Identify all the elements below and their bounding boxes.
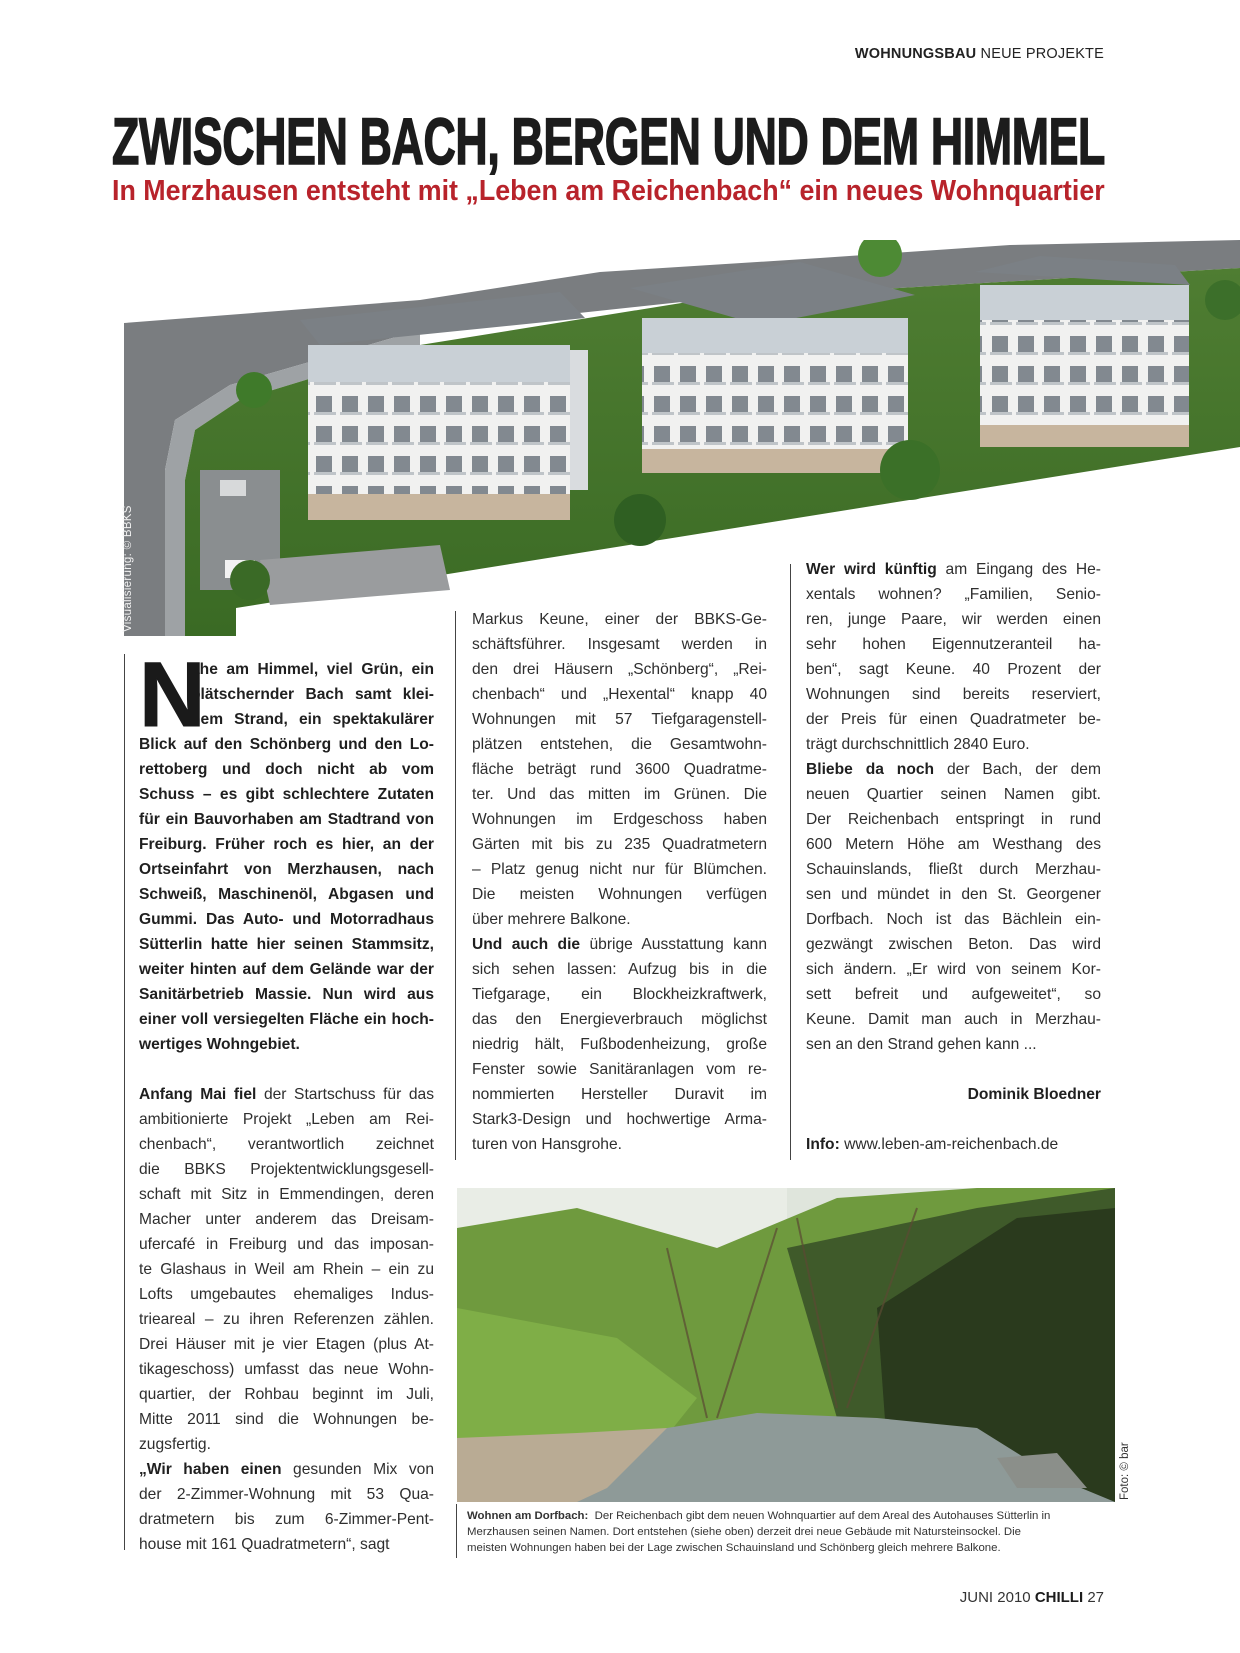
caption-lead: Wohnen am Dorfbach: — [467, 1510, 589, 1522]
paragraph — [472, 607, 767, 932]
text-line — [139, 1507, 434, 1532]
article-column-3 — [806, 557, 1101, 1157]
text-line — [139, 1257, 434, 1282]
line-text: Markus Keune, einer der BBKS-Ge- — [472, 611, 767, 628]
line-text: sen und mündet in den St. Georgener — [806, 886, 1101, 903]
text-line — [806, 957, 1101, 982]
text-line — [139, 1357, 434, 1382]
text-line — [806, 782, 1101, 807]
spacer — [806, 1107, 1101, 1132]
stream-photo — [457, 1188, 1115, 1502]
text-line — [139, 982, 434, 1007]
paragraph-lead-in: Wer wird künftig — [806, 561, 937, 578]
line-text: sehr hohen Eigennutzeranteil ha- — [806, 636, 1101, 653]
line-text: Lofts umgebautes ehemaliges Indus- — [139, 1286, 434, 1303]
line-text: – Platz genug nicht nur für Blümchen. — [472, 861, 767, 878]
photo-credit: Foto: © bar — [1119, 1442, 1131, 1500]
magazine-name: CHILLI — [1034, 1589, 1084, 1606]
line-text: ben“, sagt Keune. 40 Prozent der — [806, 661, 1101, 678]
text-line — [472, 957, 767, 982]
article-column-1 — [139, 644, 435, 1557]
text-line — [139, 782, 434, 807]
text-line — [139, 882, 434, 907]
line-text: Fenster sowie Sanitäranlagen vom re- — [472, 1061, 767, 1078]
line-text: nem Strand, ein spektakulärer — [191, 711, 434, 728]
section-label: WOHNUNGSBAU — [854, 46, 977, 62]
text-line — [806, 632, 1101, 657]
text-line — [472, 832, 767, 857]
line-text: ter. Und das mitten im Grünen. Die — [472, 786, 767, 803]
text-line — [806, 832, 1101, 857]
text-line — [806, 607, 1101, 632]
line-text: quartier, der Rohbau beginnt im Juli, — [139, 1386, 434, 1403]
text-line — [472, 657, 767, 682]
issue-date: JUNI 2010 — [959, 1589, 1031, 1606]
subheadline: In Merzhausen entsteht mit „Leben am Reichenbach“ ein neues Wohnquartier — [112, 175, 1105, 207]
info-label: Info: — [806, 1136, 840, 1153]
text-line — [472, 632, 767, 657]
text-line — [806, 982, 1101, 1007]
text-line — [139, 757, 434, 782]
column-rule — [124, 654, 125, 1550]
text-line — [139, 1482, 434, 1507]
column-rule — [455, 611, 456, 1160]
paragraph — [139, 644, 434, 1057]
text-line — [472, 1007, 767, 1032]
text-line — [806, 1007, 1101, 1032]
line-text: sen an den Strand gehen kann ... — [806, 1036, 1037, 1053]
text-line — [806, 807, 1101, 832]
line-text: Wohnungen mit 57 Tiefgaragenstell- — [472, 711, 767, 728]
text-line — [139, 1307, 434, 1332]
drop-cap: N — [139, 644, 206, 746]
text-line — [472, 1082, 767, 1107]
text-line — [472, 1132, 767, 1157]
text-line — [806, 707, 1101, 732]
text-line — [806, 907, 1101, 932]
text-line — [806, 857, 1101, 882]
caption-line: meisten Wohnungen haben bei der Lage zwischen Schauinsland und Schönberg gleich mehrere Balkone. — [467, 1542, 1001, 1554]
running-head — [855, 46, 1104, 62]
paragraph-lead-in: Anfang Mai fiel — [139, 1086, 257, 1103]
text-line — [139, 1007, 434, 1032]
text-line — [806, 682, 1101, 707]
hero-image-credit: Visualisierung: © BBKS — [122, 505, 134, 632]
line-text: über mehrere Balkone. — [472, 911, 631, 928]
line-text: schaft mit Sitz in Emmendingen, deren — [139, 1186, 434, 1203]
headline: ZWISCHEN BACH, BERGEN UND DEM HIMMEL — [112, 104, 1105, 178]
line-text: Dorfbach. Noch ist das Bächlein ein- — [806, 911, 1101, 928]
text-line — [139, 1157, 434, 1182]
line-text: ahe am Himmel, viel Grün, ein — [191, 661, 434, 678]
line-text: Tiefgarage, ein Blockheizkraftwerk, — [472, 986, 767, 1003]
line-text: Gärten mit bis zu 235 Quadratmetern — [472, 836, 767, 853]
line-text: einer voll versiegelten Fläche ein hoch- — [139, 1011, 434, 1028]
building-reichenbach — [630, 262, 915, 473]
article-column-2 — [472, 607, 767, 1157]
paragraph — [806, 757, 1101, 1057]
line-text: Wohnungen sind bereits reserviert, — [806, 686, 1101, 703]
text-line — [806, 1032, 1101, 1057]
line-text: neuen Quartier seinen Namen gibt. — [806, 786, 1101, 803]
line-text: chenbach“, verantwortlich zeichnet — [139, 1136, 434, 1153]
text-line — [806, 757, 1101, 782]
spacer — [139, 1057, 434, 1082]
info-url: www.leben-am-reichenbach.de — [844, 1136, 1059, 1153]
text-line — [806, 882, 1101, 907]
line-text: wertiges Wohngebiet. — [139, 1036, 300, 1053]
line-text: te Glashaus in Weil am Rhein – ein zu — [139, 1261, 434, 1278]
text-line — [806, 657, 1101, 682]
paragraph-lead-in: „Wir haben einen — [139, 1461, 282, 1478]
line-text: fläche beträgt rund 3600 Quadratme- — [472, 761, 767, 778]
subsection-label: NEUE PROJEKTE — [980, 46, 1104, 62]
line-text: Schuss – es gibt schlechtere Zutaten — [139, 786, 434, 803]
line-text: chenbach“ und „Hexental“ knapp 40 — [472, 686, 767, 703]
text-line — [806, 557, 1101, 582]
line-text: Wohnungen im Erdgeschoss haben — [472, 811, 767, 828]
page-number: 27 — [1087, 1589, 1104, 1606]
line-text: der 2-Zimmer-Wohnung mit 53 Qua- — [139, 1486, 434, 1503]
text-line — [139, 907, 434, 932]
line-text: Drei Häuser mit je vier Etagen (plus At- — [139, 1336, 434, 1353]
line-text: ambitionierte Projekt „Leben am Rei- — [139, 1111, 434, 1128]
line-text: für ein Bauvorhaben am Stadtrand von — [139, 811, 434, 828]
text-line — [139, 1082, 434, 1107]
line-text: Sütterlin hatte hier seinen Stammsitz, — [139, 936, 434, 953]
text-line — [139, 1432, 434, 1457]
line-text: zugsfertig. — [139, 1436, 211, 1453]
line-text: Freiburg. Früher roch es hier, an der — [139, 836, 434, 853]
text-line — [472, 1032, 767, 1057]
line-text: nommierten Hersteller Duravit im — [472, 1086, 767, 1103]
text-line — [139, 1332, 434, 1357]
line-text: house mit 161 Quadratmetern“, sagt — [139, 1536, 390, 1553]
line-text: die BBKS Projektentwicklungsgesell- — [139, 1161, 434, 1178]
line-text: der Startschuss für das — [263, 1086, 434, 1103]
line-text: dratmetern bis zum 6-Zimmer-Pent- — [139, 1511, 434, 1528]
line-text: Der Reichenbach entspringt in rund — [806, 811, 1101, 828]
text-line — [139, 1282, 434, 1307]
line-text: rettoberg und doch nicht ab vom — [139, 761, 434, 778]
line-text: weiter hinten auf dem Gelände war der — [139, 961, 434, 978]
text-line — [806, 932, 1101, 957]
text-line — [472, 857, 767, 882]
text-line — [139, 1532, 434, 1557]
text-line — [139, 857, 434, 882]
line-text: Ortseinfahrt von Merzhausen, nach — [139, 861, 434, 878]
line-text: der Preis für einen Quadratmeter be- — [806, 711, 1101, 728]
line-text: Sanitärbetrieb Massie. Nun wird aus — [139, 986, 434, 1003]
text-line — [472, 807, 767, 832]
line-text: schäftsführer. Insgesamt werden in — [472, 636, 767, 653]
paragraph-lead-in: Und auch die — [472, 936, 581, 953]
text-line — [472, 782, 767, 807]
text-line — [139, 1457, 434, 1482]
line-text: ufercafé in Freiburg und das imposan- — [139, 1236, 434, 1253]
text-line — [472, 707, 767, 732]
line-text: Schweiß, Maschinenöl, Abgasen und — [139, 886, 434, 903]
text-line — [139, 932, 434, 957]
line-text: ren, junge Paare, wir werden einen — [806, 611, 1101, 628]
paragraph — [472, 932, 767, 1157]
text-line — [139, 1232, 434, 1257]
text-line — [472, 732, 767, 757]
line-text: plätschernder Bach samt klei- — [191, 686, 434, 703]
line-text: turen von Hansgrohe. — [472, 1136, 622, 1153]
line-text: Stark3-Design und hochwertige Arma- — [472, 1111, 767, 1128]
line-text: sich ändern. „Er wird von seinem Kor- — [806, 961, 1101, 978]
line-text: sich sehen lassen: Aufzug bis in die — [472, 961, 767, 978]
line-text: den drei Häusern „Schönberg“, „Rei- — [472, 661, 767, 678]
text-line — [139, 1382, 434, 1407]
text-line — [139, 807, 434, 832]
text-line — [806, 732, 1101, 757]
line-text: Mitte 2011 sind die Wohnungen be- — [139, 1411, 434, 1428]
caption-line — [467, 1508, 1107, 1524]
text-line — [472, 907, 767, 932]
line-text: gesunden Mix von — [293, 1461, 435, 1478]
line-text: tikageschoss) umfasst das neue Wohn- — [139, 1361, 434, 1378]
text-line — [472, 607, 767, 632]
line-text: plätzen entstehen, die Gesamtwohn- — [472, 736, 767, 753]
text-line — [139, 1132, 434, 1157]
text-line — [472, 757, 767, 782]
text-line — [806, 582, 1101, 607]
text-line — [472, 1107, 767, 1132]
caption-rule — [456, 1504, 457, 1558]
line-text: am Eingang des He- — [945, 561, 1101, 578]
line-text: das den Energieverbrauch möglichst — [472, 1011, 767, 1028]
line-text: Keune. Damit man auch in Merzhau- — [806, 1011, 1101, 1028]
text-line — [139, 832, 434, 857]
text-line — [139, 1407, 434, 1432]
text-line — [139, 1107, 434, 1132]
text-line — [139, 1182, 434, 1207]
line-text: trieareal – zu ihren Referenzen zählen. — [139, 1311, 434, 1328]
text-line — [472, 982, 767, 1007]
text-line — [472, 682, 767, 707]
line-text: xentals wohnen? „Familien, Senio- — [806, 586, 1101, 603]
line-text: 600 Metern Höhe am Westhang des — [806, 836, 1101, 853]
text-line — [472, 932, 767, 957]
text-line — [472, 882, 767, 907]
author-byline: Dominik Bloedner — [967, 1086, 1101, 1103]
text-line — [139, 1032, 434, 1057]
column-rule — [790, 564, 791, 1160]
line-text: übrige Ausstattung kann — [589, 936, 767, 953]
line-text: der Bach, der dem — [946, 761, 1101, 778]
line-text: Gummi. Das Auto- und Motorradhaus — [139, 911, 434, 928]
spacer — [806, 1057, 1101, 1082]
line-text: Macher unter anderem das Dreisam- — [139, 1211, 434, 1228]
text-line — [472, 1057, 767, 1082]
line-text: trägt durchschnittlich 2840 Euro. — [806, 736, 1030, 753]
text-line — [139, 1207, 434, 1232]
page-footer — [960, 1589, 1104, 1606]
line-text: sett befreit und aufgeweitet“, so — [806, 986, 1101, 1003]
caption-line: Merzhausen seinen Namen. Dort entstehen (siehe oben) derzeit drei neue Gebäude mit Natursteinsockel. Die — [467, 1526, 1022, 1538]
paragraph — [806, 557, 1101, 757]
line-text: Die meisten Wohnungen verfügen — [472, 886, 767, 903]
line-text: Schauinslands, fließt durch Merzhau- — [806, 861, 1101, 878]
line-text: gezwängt zwischen Beton. Das wird — [806, 936, 1101, 953]
caption-text: Der Reichenbach gibt dem neuen Wohnquartier auf dem Areal des Autohauses Sütterlin in — [594, 1510, 1051, 1522]
paragraph — [139, 1457, 434, 1557]
photo-caption — [467, 1508, 1107, 1556]
line-text: Blick auf den Schönberg und den Lo- — [139, 736, 434, 753]
info-line — [806, 1132, 1101, 1157]
paragraph — [139, 1082, 434, 1457]
text-line — [139, 957, 434, 982]
paragraph-lead-in: Bliebe da noch — [806, 761, 935, 778]
line-text: niedrig hält, Fußbodenheizung, große — [472, 1036, 767, 1053]
